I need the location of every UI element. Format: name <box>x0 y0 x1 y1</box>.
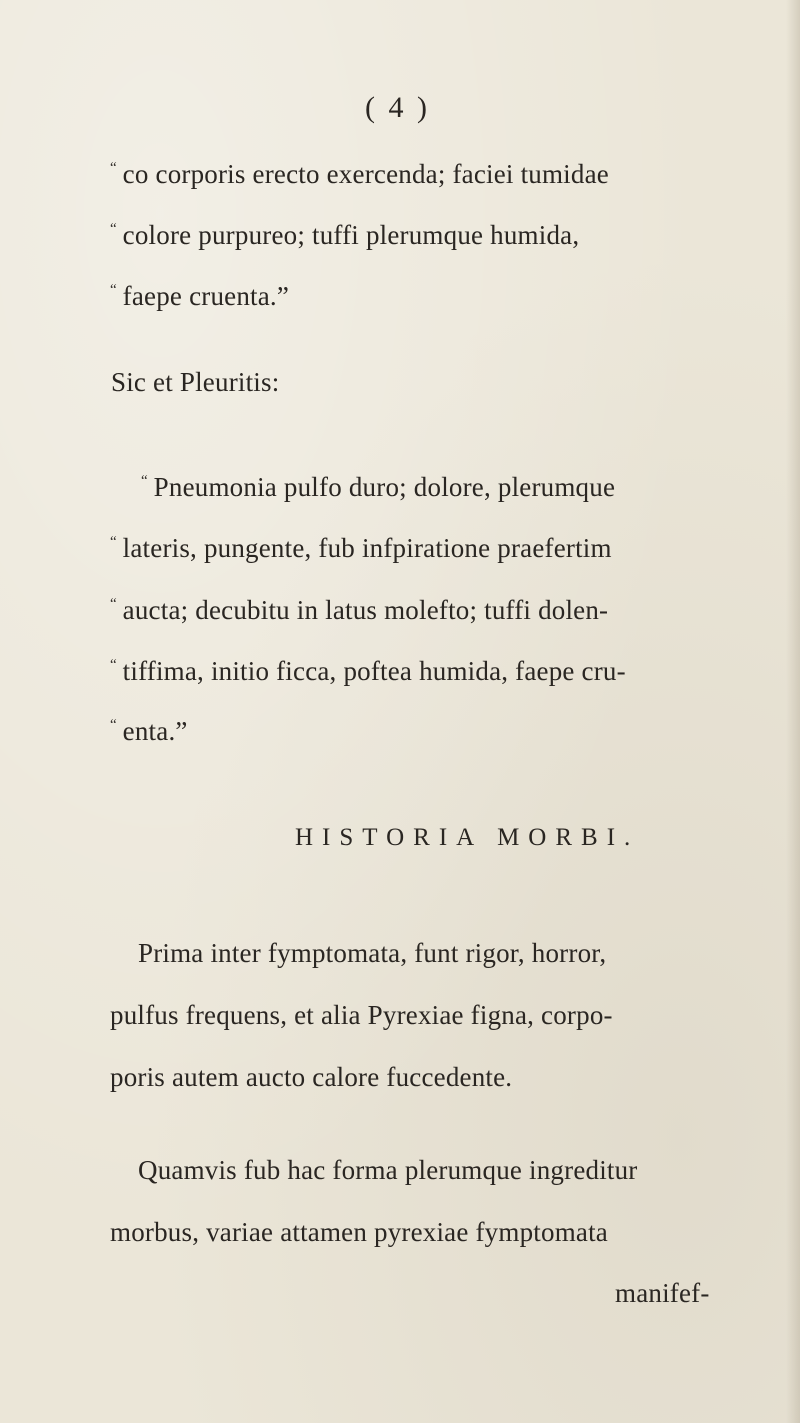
quote2-line-4 <box>110 654 626 693</box>
quote-mark: “ <box>110 282 117 298</box>
quote-mark: “ <box>110 657 117 673</box>
catchword: manifef- <box>615 1278 710 1308</box>
quote1-line-1-text: co corporis erecto exercenda; faciei tumidae <box>122 159 609 189</box>
paragraph2-line-1: Quamvis fub hac forma plerumque ingreditur <box>138 1155 638 1185</box>
quote2-line-5-text: enta.” <box>122 716 188 746</box>
section-heading: HISTORIA MORBI. <box>295 824 640 851</box>
quote1-line-2 <box>110 218 579 257</box>
quote2-line-1 <box>141 470 615 509</box>
quote2-line-3 <box>110 593 608 632</box>
quote1-line-1 <box>110 157 609 196</box>
page-number: ( 4 ) <box>365 91 430 124</box>
paragraph1-line-1: Prima inter fymptomata, funt rigor, horror, <box>138 938 607 968</box>
quote1-line-3-text: faepe cruenta.” <box>122 281 290 311</box>
page-edge-shadow <box>786 0 800 1423</box>
quote-mark: “ <box>110 596 117 612</box>
quote2-line-3-text: aucta; decubitu in latus molefto; tuffi dolen- <box>122 595 609 625</box>
quote-mark: “ <box>141 473 148 489</box>
quote2-line-5 <box>110 714 188 753</box>
intro-line: Sic et Pleuritis: <box>111 367 280 397</box>
paragraph2-line-2: morbus, variae attamen pyrexiae fymptomata <box>110 1217 608 1247</box>
quote-mark: “ <box>110 534 117 550</box>
quote-mark: “ <box>110 160 117 176</box>
quote1-line-3 <box>110 279 289 318</box>
quote-mark: “ <box>110 221 117 237</box>
quote-mark: “ <box>110 717 117 733</box>
quote2-line-2-text: lateris, pungente, fub infpiratione praefertim <box>122 533 612 563</box>
quote1-line-2-text: colore purpureo; tuffi plerumque humida, <box>122 220 580 250</box>
paragraph1-line-3: poris autem aucto calore fuccedente. <box>110 1062 513 1092</box>
quote2-line-4-text: tiffima, initio ficca, poftea humida, faepe cru- <box>122 656 626 686</box>
quote2-line-2 <box>110 531 612 570</box>
quote2-line-1-text: Pneumonia pulfo duro; dolore, plerumque <box>153 472 616 502</box>
paragraph1-line-2: pulfus frequens, et alia Pyrexiae figna, corpo- <box>110 1000 613 1030</box>
